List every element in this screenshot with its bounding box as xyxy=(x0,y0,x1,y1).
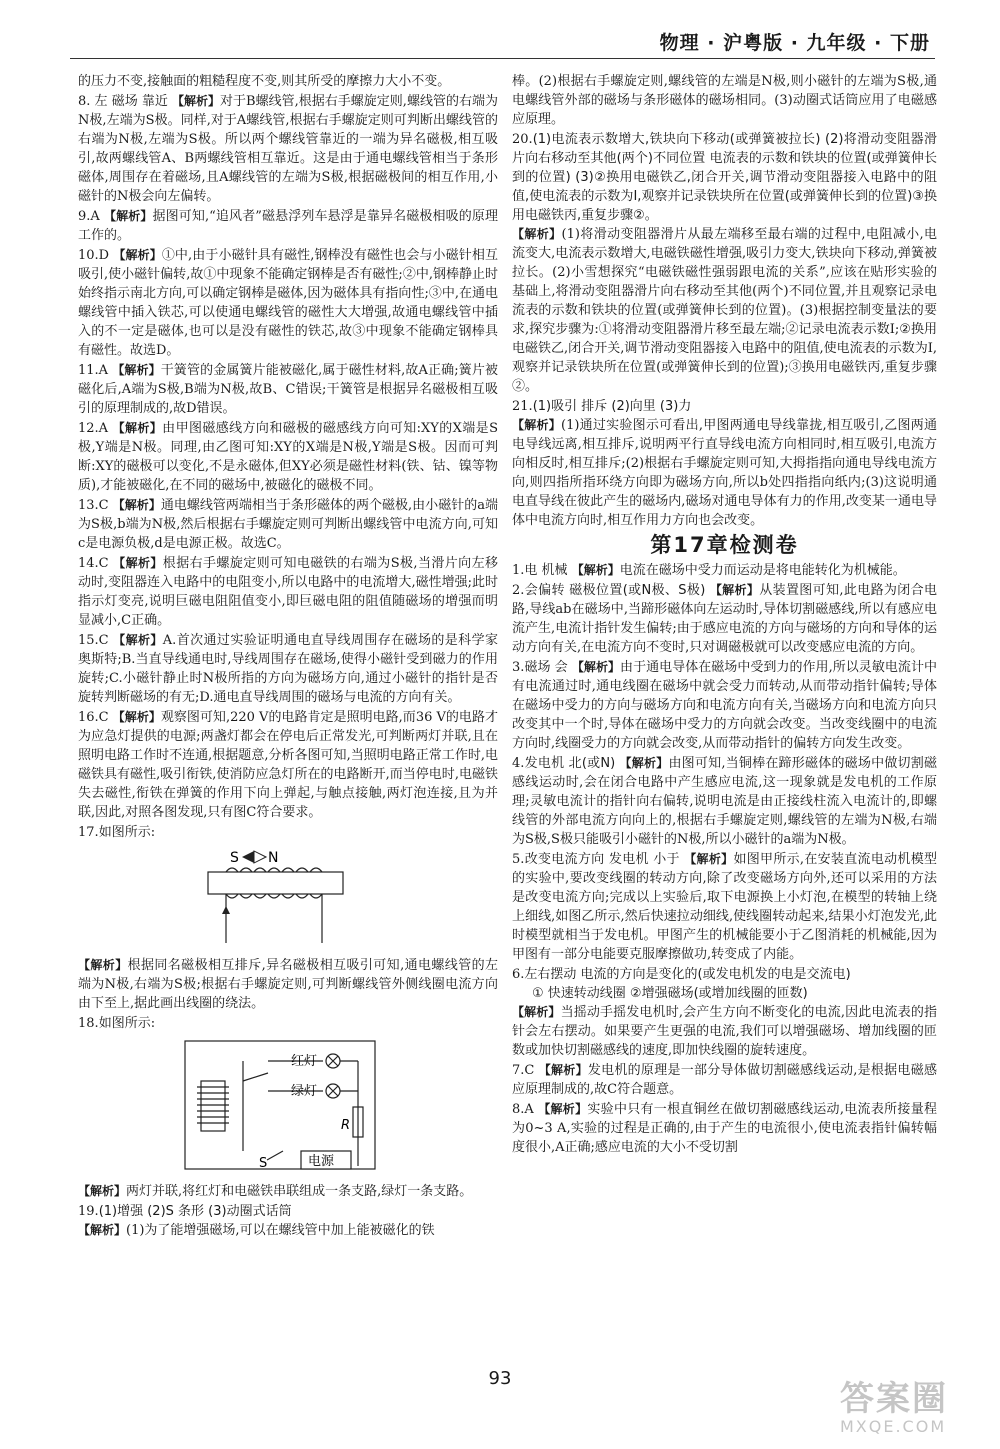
left-column xyxy=(78,72,498,1241)
page-header: 物理 · 沪粤版 · 九年级 · 下册 xyxy=(659,32,930,54)
ans: 改变电流方向 发电机 小于 xyxy=(524,852,680,867)
analysis-text: 当摇动手摇发电机时,会产生方向不断变化的电流,因此电流表的指针会左右摆动。如果要产生更强的电流,我们可以增强磁场、增加线圈的匝数或加快切割磁感线的速度,即加快线圈的旋转速度。 xyxy=(512,1005,937,1058)
analysis-tag: 【解析】 xyxy=(112,498,161,512)
num: 15.C xyxy=(78,633,109,648)
watermark-url: MXQE.COM xyxy=(840,1417,947,1436)
analysis-text: 由于通电导体在磁场中受到力的作用,所以灵敏电流计中有电流通过时,通电线圈在磁场中就会受力而转动,从而带动指针偏转;导体在磁场中受力的方向与磁场方向和电流方向有关,当磁场方向和电流方向只改变其中一个时,导体在磁场中受力的方向就会改变。当改变线圈中的电流方向时,线圈受力的方向就会改变,从而带动指针的偏转方向发生改变。 xyxy=(512,660,937,751)
analysis-tag: 【解析】 xyxy=(709,583,760,597)
num: 21. xyxy=(512,399,533,414)
answer-15 xyxy=(78,631,498,707)
ans: 磁场 会 xyxy=(524,660,568,675)
analysis-text: 干簧管的金属簧片能被磁化,属于磁性材料,故A正确;簧片被磁化后,A端为S极,B端为N极,故B、C错误;干簧管是根据异名磁极相互吸引的原理制成的,故D错误。 xyxy=(78,363,498,416)
chapter-title: 第17章检测卷 xyxy=(650,533,799,557)
answer-13 xyxy=(78,496,498,553)
num: 8. xyxy=(78,94,91,109)
ans: (1)吸引 排斥 (2)向里 (3)力 xyxy=(532,399,692,414)
analysis-tag: 【解析】 xyxy=(113,556,163,570)
ans: 发电机 北(或N) xyxy=(524,756,616,771)
watermark-main: 答案圈 xyxy=(840,1379,948,1419)
num: 7.C xyxy=(512,1063,535,1078)
analysis-text: 根据右手螺旋定则可知电磁铁的右端为S极,当滑片向左移动时,变阻器连入电路中的电阻变小,所以电路中的电流增大,磁性增强;此时指示灯变亮,说明巨磁电阻阻值变小,即巨磁电阻的阻值随磁场的增强而明显减小,C正确。 xyxy=(78,556,498,628)
compass-s-label: S xyxy=(230,850,239,866)
analysis-tag: 【解析】 xyxy=(571,563,620,577)
compass-n-label: N xyxy=(268,850,279,866)
watermark-logo xyxy=(840,1381,990,1441)
analysis-text: 实验中只有一根直铜丝在做切割磁感线运动,电流表所接量程为0~3 A,实验的过程是正确的,由于产生的电流很小,使电流表指针偏转幅度很小,A正确;感应电流的大小不受切割 xyxy=(512,1102,937,1155)
analysis-text: A.首次通过实验证明通电直导线周围存在磁场的是科学家奥斯特;B.当直导线通电时,导线周围存在磁场,使得小磁针受到磁力的作用旋转;C.小磁针静止时N极所指的方向为磁场方向,通过小磁针的指针是否旋转判断磁场的有无;D.通电直导线周围的磁场与电流的方向有关。 xyxy=(78,633,498,705)
power-source-label: 电源 xyxy=(308,1154,335,1169)
solenoid-figure xyxy=(78,846,498,952)
num: 1. xyxy=(512,563,525,578)
num: 11.A xyxy=(78,363,109,378)
analysis-text: 观察图可知,220 V的电路肯定是照明电路,而36 V的电路才为应急灯提供的电源;两盏灯都会在停电后正常发光,可判断两灯并联,且在照明电路工作时不连通,根据题意,分析各图可知,当照明电路正常工作时,电磁铁具有磁性,吸引衔铁,使消防应急灯所在的电路断开,而当停电时,电磁铁失去磁性,衔铁在弹簧的作用下向上弹起,与触点接触,两灯泡连接,且为并联,因此,对照各图发现,只有图C符合要求。 xyxy=(78,710,498,820)
chapter-answer-1 xyxy=(512,561,937,580)
analysis-tag: 【解析】 xyxy=(512,418,561,432)
analysis-tag: 【解析】 xyxy=(538,1063,588,1077)
header-rule xyxy=(70,58,935,59)
ans: (1)增强 (2)S 条形 (3)动圈式话筒 xyxy=(98,1204,292,1219)
analysis-text: (1)将滑动变阻器滑片从最左端移至最右端的过程中,电阻减小,电流变大,电流表示数增大,电磁铁磁性增强,吸引力变大,铁块向下移动,弹簧被拉长。(2)小雪想探究“电磁铁磁性强弱跟电流的关系”,应该在贴形实验的基础上,将滑动变阻器滑片向右移动至其他(两个)不同位置,并且观察记录电流表的示数和铁块的位置(或弹簧伸长到的位置)。(3)根据控制变量法的要求,探究步骤为:①将滑动变阻器滑片移至最左端;②记录电流表示数I;②换用电磁铁乙,闭合开关,调节滑动变阻器接入电路中的阻值,使电流表的示数为I,观察并记录铁块所在位置(或弹簧伸长到的位置);③换用电磁铁丙,重复步骤②。 xyxy=(512,227,937,394)
analysis-text: (1)通过实验图示可看出,甲图两通电导线靠拢,相互吸引,乙图两通电导线远离,相互排斥,说明两平行直导线电流方向相同时,相互吸引,电流方向相反时,相互排斥;(2)根据右手螺旋定则可知,大拇指指向通电导线电流方向,则四指所指环绕方向即为磁场方向,所以b处四指指向纸内;(3)这说明通电直导线在彼此产生的磁场内,磁场对通电导体有力的作用,改变某一通电导体中电流方向时,相互作用力方向也会改变。 xyxy=(512,418,937,528)
page-number: 93 xyxy=(488,1368,512,1389)
analysis-tag: 【解析】 xyxy=(112,710,161,724)
answer-14 xyxy=(78,554,498,630)
analysis-text: 由甲图磁感线方向和磁极的磁感线方向可知:XY的X端是S极,Y端是N极。同理,由乙图可知:XY的X端是N极,Y端是S极。因而可判断:XY的磁极可以变化,不是永磁体,但XY必须是磁性材料(铁、钴、镍等物质),才能被磁化,在不同的磁场中,被磁化的磁极不同。 xyxy=(78,421,498,493)
analysis-text: 通电螺线管两端相当于条形磁体的两个磁极,由小磁针的a端为S极,b端为N极,然后根据右手螺旋定则可判断出螺线管中电流方向,可知c是电源负极,d是电源正极。故选C。 xyxy=(78,498,498,551)
relay-circuit-diagram xyxy=(78,1037,498,1172)
num: 17. xyxy=(78,825,99,840)
num: 10.D xyxy=(78,248,110,263)
figure-intro: 如图所示: xyxy=(98,825,156,840)
analysis-tag: 【解析】 xyxy=(104,209,153,223)
answer-16 xyxy=(78,708,498,822)
num: 8.A xyxy=(512,1102,534,1117)
analysis-tag: 【解析】 xyxy=(538,1102,588,1116)
num: 20. xyxy=(512,132,533,147)
num: 16.C xyxy=(78,710,109,725)
analysis-text: 由图可知,当铜棒在蹄形磁体的磁场中做切割磁感线运动时,会在闭合电路中产生感应电流,这一现象就是发电机的工作原理;灵敏电流计的指针向右偏转,说明电流是由正接线柱流入电流计的,即螺线管的外部电流方向向上的,根据右手螺旋定则,螺线管的左端为N极,右端为S极,S极只能吸引小磁针的N极,所以小磁针的a端为N极。 xyxy=(512,756,937,847)
analysis-text: 发电机的原理是一部分导体做切割磁感线运动,是根据电磁感应原理制成的,故C符合题意。 xyxy=(512,1063,937,1097)
answer-17 xyxy=(78,823,498,842)
red-lamp-label: 红灯 xyxy=(291,1054,318,1069)
answer-9 xyxy=(78,207,498,245)
analysis-tag: 【解析】 xyxy=(512,227,562,241)
analysis-text: 对于B螺线管,根据右手螺旋定则,螺线管的右端为N极,左端为S极。同样,对于A螺线管,根据右手螺旋定则可判断出螺线管的右端为N极,左端为S极。所以两个螺线管靠近的一端为异名磁极,相互吸引,故两螺线管A、B两螺线管相互靠近。这是由于通电螺线管相当于条形磁体,周围存在着磁场,且A螺线管的左端为S极,根据磁极间的相互作用,小磁针的N极会向左偏转。 xyxy=(78,94,498,204)
ans: 左 磁场 靠近 xyxy=(94,94,168,109)
num: 2. xyxy=(512,583,525,598)
analysis-tag: 【解析】 xyxy=(512,1005,561,1019)
compass-needle-light xyxy=(254,851,266,863)
num: 4. xyxy=(512,756,525,771)
num: 19. xyxy=(78,1204,99,1219)
electromagnet-coil xyxy=(197,1087,229,1123)
ans2: ① 快速转动线圈 ②增强磁场(或增加线圈的匝数) xyxy=(532,986,808,1001)
right-column xyxy=(512,72,937,1158)
chapter-answer-2 xyxy=(512,581,937,657)
figure-intro: 如图所示: xyxy=(98,1016,156,1031)
resistor-label: R xyxy=(341,1118,351,1133)
left-p0 xyxy=(78,72,498,91)
switch-label: S xyxy=(259,1156,268,1171)
green-lamp-cross xyxy=(328,1086,338,1096)
analysis-tag: 【解析】 xyxy=(112,363,161,377)
analysis-tag: 【解析】 xyxy=(112,421,163,435)
contact-arm xyxy=(243,1073,268,1081)
num: 18. xyxy=(78,1016,99,1031)
num: 12.A xyxy=(78,421,109,436)
ans: 会偏转 磁极位置(或N极、S极) xyxy=(524,583,706,598)
chapter-answer-7 xyxy=(512,1061,937,1099)
right-p0-text: 棒。(2)根据右手螺旋定则,螺线管的左端是N极,则小磁针的左端为S极,通电螺线管外部的磁场与条形磁体的磁场相同。(3)动圈式话筒应用了电磁感应原理。 xyxy=(512,74,937,127)
right-p0 xyxy=(512,72,937,129)
left-p0-text: 的压力不变,接触面的粗糙程度不变,则其所受的摩擦力大小不变。 xyxy=(78,74,451,89)
analysis-tag: 【解析】 xyxy=(684,852,734,866)
answer-17-analysis xyxy=(78,956,498,1013)
answer-20 xyxy=(512,130,937,396)
analysis-text: 两灯并联,将红灯和电磁铁串联组成一条支路,绿灯一条支路。 xyxy=(126,1184,473,1199)
chapter-answer-8 xyxy=(512,1100,937,1157)
analysis-tag: 【解析】 xyxy=(78,958,128,972)
solenoid-core xyxy=(208,872,343,894)
ans: 左右摆动 电流的方向是变化的(或发电机发的电是交流电) xyxy=(524,967,851,982)
analysis-text: 根据同名磁极相互排斥,异名磁极相互吸引可知,通电螺线管的左端为N极,右端为S极;根据右手螺旋定则,可判断螺线管外侧线圈电流方向由下至上,据此画出线圈的绕法。 xyxy=(78,958,498,1011)
ans: 电 机械 xyxy=(524,563,568,578)
answer-18-analysis xyxy=(78,1182,498,1201)
num: 14.C xyxy=(78,556,109,571)
answer-10 xyxy=(78,246,498,360)
answer-12 xyxy=(78,419,498,495)
analysis-tag: 【解析】 xyxy=(172,94,221,108)
analysis-text: 电流在磁场中受力而运动是将电能转化为机械能。 xyxy=(619,563,906,578)
green-lamp-label: 绿灯 xyxy=(291,1084,318,1099)
current-arrow-icon xyxy=(222,906,230,914)
num: 9.A xyxy=(78,209,100,224)
analysis-tag: 【解析】 xyxy=(78,1223,127,1237)
analysis-text: 如图甲所示,在安装直流电动机模型的实验中,要改变线圈的转动方向,除了改变磁场方向外,还可以采用的方法是改变电流方向;完成以上实验后,取下电源换上小灯泡,在模型的转轴上绕上细线,如图乙所示,然后快速拉动细线,使线圈转动起来,结果小灯泡发光,此时模型就相当于发电机。甲图产生的机械能要小于乙图消耗的机械能,因为甲图有一部分电能要克服摩擦做功,转变成了内能。 xyxy=(512,852,937,962)
chapter-answer-3 xyxy=(512,658,937,753)
answer-11 xyxy=(78,361,498,418)
analysis-tag: 【解析】 xyxy=(113,633,163,647)
num: 13.C xyxy=(78,498,109,513)
analysis-tag: 【解析】 xyxy=(78,1184,127,1198)
relay-circuit-figure xyxy=(78,1037,498,1178)
analysis-text: 从装置图可知,此电路为闭合电路,导线ab在磁场中,当蹄形磁体向左运动时,导体切割磁感线,所以有感应电流产生,电流计指针发生偏转;由于感应电流的方向与磁场的方向和导体的运动方向有关,在电流方向不变时,只对调磁极就可以改变感应电流的方向。 xyxy=(512,583,937,655)
analysis-text: 据图可知,“追风者”磁悬浮列车悬浮是靠异名磁极相吸的原理工作的。 xyxy=(78,209,498,243)
chapter-answer-5 xyxy=(512,850,937,964)
solenoid-diagram xyxy=(78,846,498,946)
analysis-tag: 【解析】 xyxy=(113,248,162,262)
analysis-text: ①中,由于小磁针具有磁性,钢棒没有磁性也会与小磁针相互吸引,使小磁针偏转,故①中现象不能确定钢棒是否有磁性;②中,钢棒静止时始终指示南北方向,可以确定钢棒是磁体,因为磁体具有指向性;③中,在通电螺线管中插入铁芯,可以使通电螺线管的磁性大大增强,故通电螺线管中插入的不一定是磁体,也可以是没有磁性的铁芯,故③中现象不能确定钢棒具有磁性。故选D。 xyxy=(78,248,498,358)
num: 3. xyxy=(512,660,525,675)
chapter-answer-6 xyxy=(512,965,937,1060)
switch-icon xyxy=(267,1151,283,1160)
red-lamp-cross xyxy=(328,1056,338,1066)
ans: (1)电流表示数增大,铁块向下移动(或弹簧被拉长) (2)将滑动变阻器滑片向右移动至其他(两个)不同位置 电流表的示数和铁块的位置(或弹簧伸长到的位置) (3)②换用电磁铁乙,闭合开关,调节滑动变阻器接入电路中的阻值,使电流表的示数为I,观察并记录铁块所在位置(或弹簧伸长到的位置)③换用电磁铁丙,重复步骤②。 xyxy=(512,132,937,223)
analysis-tag: 【解析】 xyxy=(619,756,669,770)
answer-8 xyxy=(78,92,498,206)
answer-19 xyxy=(78,1202,498,1240)
num: 5. xyxy=(512,852,525,867)
analysis-text: (1)为了能增强磁场,可以在螺线管中加上能被磁化的铁 xyxy=(126,1223,435,1238)
answer-18 xyxy=(78,1014,498,1033)
analysis-tag: 【解析】 xyxy=(571,660,621,674)
num: 6. xyxy=(512,967,525,982)
chapter-answer-4 xyxy=(512,754,937,849)
compass-needle-dark xyxy=(242,851,254,863)
answer-21 xyxy=(512,397,937,530)
